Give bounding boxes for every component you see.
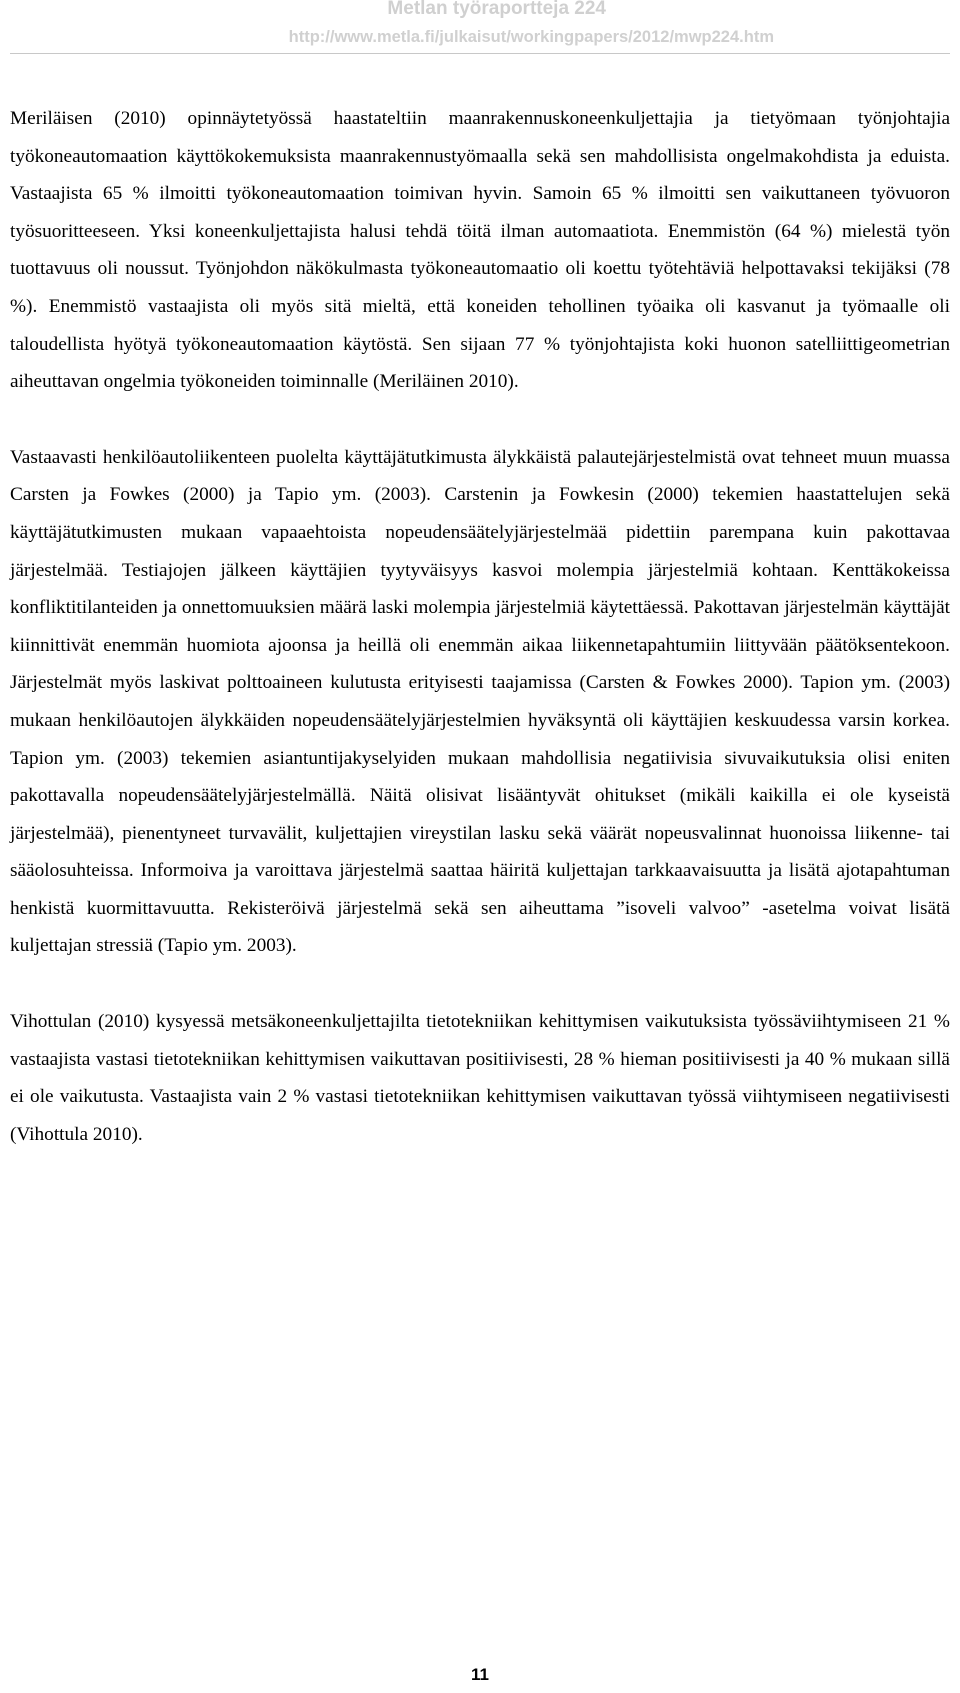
body-text (10, 100, 950, 1153)
paragraph-merilainen: Meriläisen (2010) opinnäytetyössä haastateltiin maanrakennuskoneenkuljettajia ja tietyömaan työnjohtajia työkoneautomaation käyttökokemuksista maanrakennustyömaalla sekä sen mahdollisista ongelmakohdista ja eduista. Vastaajista 65 % ilmoitti työkoneautomaation toimivan hyvin. Samoin 65 % ilmoitti sen vaikuttaneen työvuoron työsuoritteeseen. Yksi koneenkuljettajista halusi tehdä töitä ilman automaatiota. Enemmistön (64 %) mielestä työn tuottavuus oli noussut. Työnjohdon näkökulmasta työkoneautomaatio oli koettu työtehtäviä helpottavaksi tekijäksi (78 %). Enemmistö vastaajista oli myös sitä mieltä, että koneiden tehollinen työaika oli kasvanut ja työmaalle oli taloudellista hyötyä työkoneautomaation käytöstä. Sen sijaan 77 % työnjohtajista koki huonon satelliittigeometrian aiheuttavan ongelmia työkoneiden toiminnalle (Meriläinen 2010). (10, 108, 950, 393)
paragraph-carsten-tapio: Vastaavasti henkilöautoliikenteen puolelta käyttäjätutkimusta älykkäistä palautejärjestelmistä ovat tehneet muun muassa Carsten ja Fowkes (2000) ja Tapio ym. (2003). Carstenin ja Fowkesin (2000) tekemien haastattelujen sekä käyttäjätutkimusten mukaan vapaaehtoista nopeudensäätelyjärjestelmää pidettiin parempana kuin pakottavaa järjestelmää. Testiajojen jälkeen käyttäjien tyytyväisyys kasvoi molempia järjestelmiä kohtaan. Kenttäkokeissa konfliktitilanteiden ja onnettomuuksien määrä laski molempia järjestelmiä käytettäessä. Pakottavan järjestelmän käyttäjät kiinnittivät enemmän huomiota ajoonsa ja heillä oli enemmän aikaa liikennetapahtumiin liittyvään päätöksentekoon. Järjestelmät myös laskivat polttoaineen kulutusta erityisesti taajamissa (Carsten & Fowkes 2000). Tapion ym. (2003) mukaan henkilöautojen älykkäiden nopeudensäätelyjärjestelmien hyväksyntä oli käyttäjien keskuudessa varsin korkea. Tapion ym. (2003) tekemien asiantuntijakyselyiden mukaan mahdollisia negatiivisia sivuvaikutuksia olisi eniten pakottavalla nopeudensäätelyjärjestelmällä. Näitä olisivat lisääntyvät ohitukset (mikäli kaikilla ei ole kyseistä järjestelmää), pienentyneet turvavälit, kuljettajien vireystilan lasku sekä väärät nopeusvalinnat huonoissa liikenne- tai sääolosuhteissa. Informoiva ja varoittava järjestelmä saattaa häiritä kuljettajan tarkkaavaisuutta ja lisätä ajotapahtuman henkistä kuormittavuutta. Rekisteröivä järjestelmä sekä sen aiheuttama ”isoveli valvoo” -asetelma voivat lisätä kuljettajan stressiä (Tapio ym. 2003). (10, 446, 950, 957)
page-header (0, 0, 960, 56)
publication-url: http://www.metla.fi/julkaisut/workingpapers/2012/mwp224.htm (288, 28, 774, 46)
header-divider (10, 53, 950, 54)
series-title: Metlan työraportteja 224 (387, 0, 606, 19)
page-number: 11 (471, 1665, 489, 1684)
paragraph-vihottula: Vihottulan (2010) kysyessä metsäkoneenkuljettajilta tietotekniikan kehittymisen vaikutuksista työssäviihtymiseen 21 % vastaajista vastasi tietotekniikan kehittymisen vaikuttavan positiivisesti, 28 % hieman positiivisesti ja 40 % mukaan sillä ei ole vaikutusta. Vastaajista vain 2 % vastasi tietotekniikan kehittymisen vaikuttavan työssä viihtymiseen negatiivisesti (Vihottula 2010). (10, 1011, 950, 1145)
